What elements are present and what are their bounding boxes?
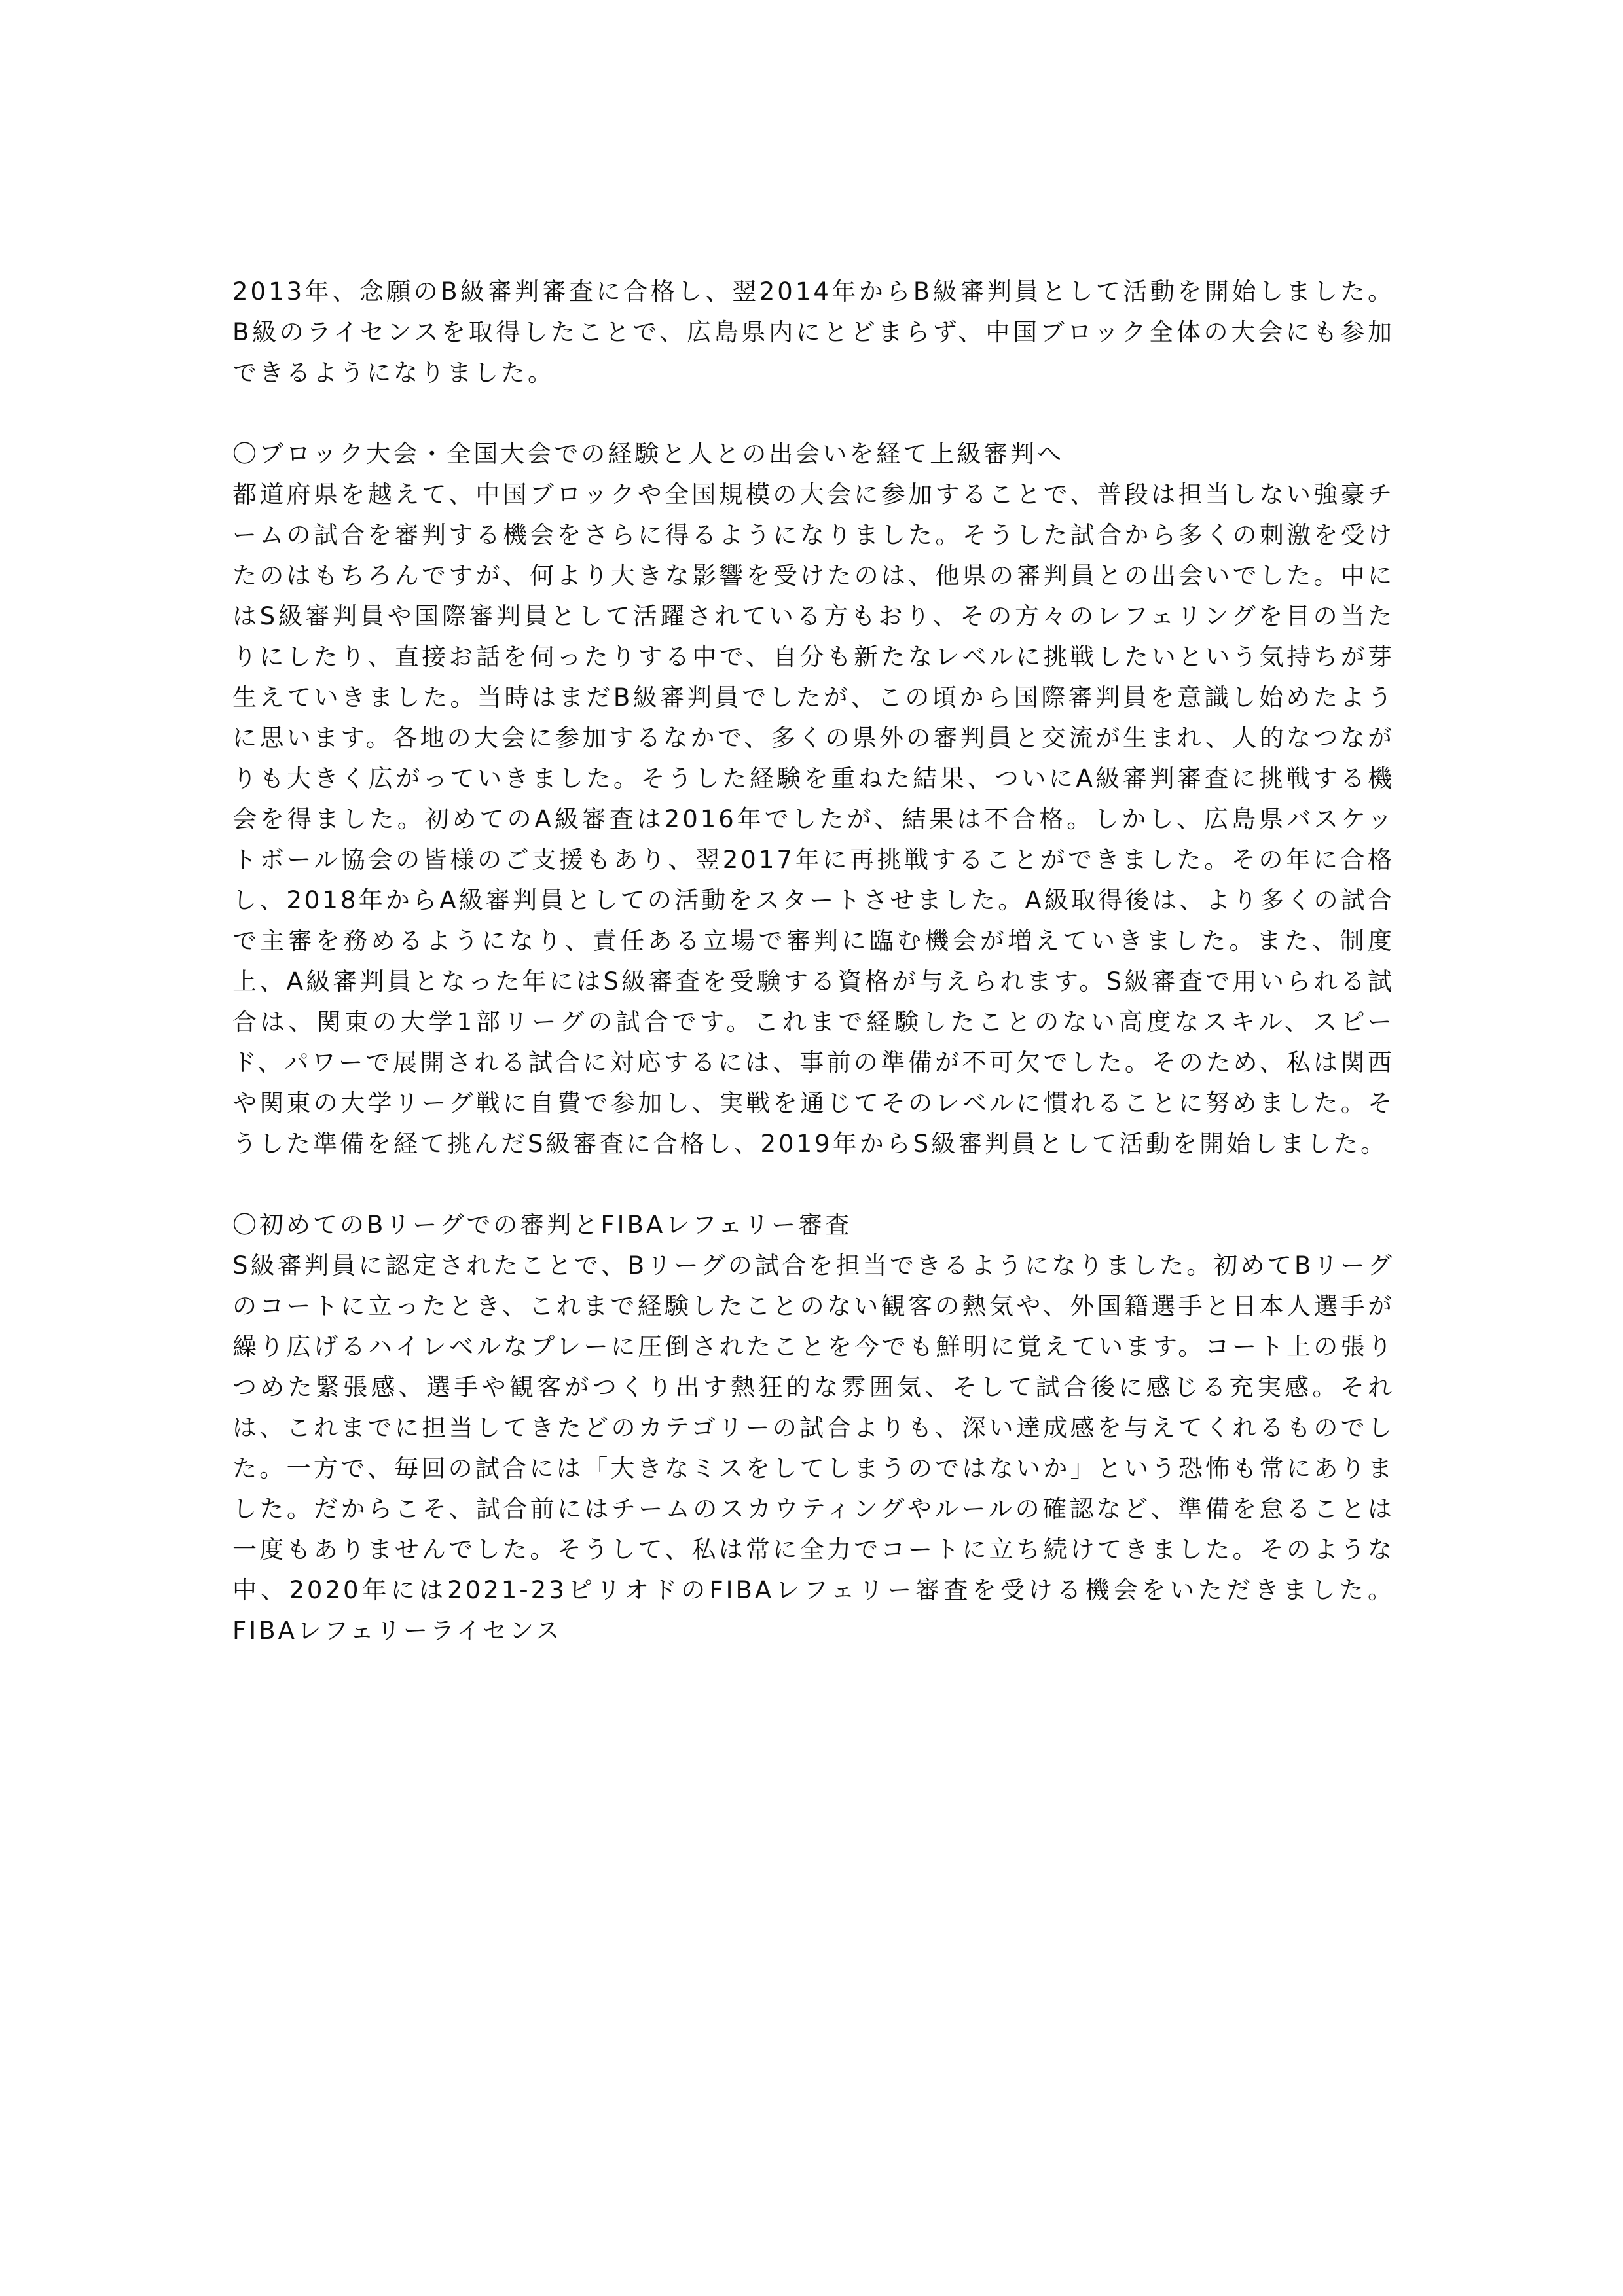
section-body-block-tournaments: 都道府県を越えて、中国ブロックや全国規模の大会に参加することで、普段は担当しない強豪チームの試合を審判する機会をさらに得るようになりました。そうした試合から多くの刺激を受けたのはもちろんですが、何より大きな影響を受けたのは、他県の審判員との出会いでした。中にはS級審判員や国際審判員として活躍されている方もおり、その方々のレフェリングを目の当たりにしたり、直接お話を伺ったりする中で、自分も新たなレベルに挑戦したいという気持ちが芽生えていきました。当時はまだB級審判員でしたが、この頃から国際審判員を意識し始めたように思います。各地の大会に参加するなかで、多くの県外の審判員と交流が生まれ、人的なつながりも大きく広がっていきました。そうした経験を重ねた結果、ついにA級審判審査に挑戦する機会を得ました。初めてのA級審査は2016年でしたが、結果は不合格。しかし、広島県バスケットボール協会の皆様のご支援もあり、翌2017年に再挑戦することができました。その年に合格し、2018年からA級審判員としての活動をスタートさせました。A級取得後は、より多くの試合で主審を務めるようになり、責任ある立場で審判に臨む機会が増えていきました。また、制度上、A級審判員となった年にはS級審査を受験する資格が与えられます。S級審査で用いられる試合は、関東の大学1部リーグの試合です。これまで経験したことのない高度なスキル、スピード、パワーで展開される試合に対応するには、事前の準備が不可欠でした。そのため、私は関西や関東の大学リーグ戦に自費で参加し、実戦を通じてそのレベルに慣れることに努めました。そうした準備を経て挑んだS級審査に合格し、2019年からS級審判員として活動を開始しました。 [232, 480, 1395, 1158]
section-heading-b-league: 〇初めてのBリーグでの審判とFIBAレフェリー審査 [232, 1211, 852, 1239]
section-body-b-league: S級審判員に認定されたことで、Bリーグの試合を担当できるようになりました。初めてBリーグのコートに立ったとき、これまで経験したことのない観客の熱気や、外国籍選手と日本人選手が繰り広げるハイレベルなプレーに圧倒されたことを今でも鮮明に覚えています。コート上の張りつめた緊張感、選手や観客がつくり出す熱狂的な雰囲気、そして試合後に感じる充実感。それは、これまでに担当してきたどのカテゴリーの試合よりも、深い達成感を与えてくれるものでした。一方で、毎回の試合には「大きなミスをしてしまうのではないか」という恐怖も常にありました。だからこそ、試合前にはチームのスカウティングやルールの確認など、準備を怠ることは一度もありませんでした。そうして、私は常に全力でコートに立ち続けてきました。そのような中、2020年には2021-23ピリオドのFIBAレフェリー審査を受ける機会をいただきました。FIBAレフェリーライセンス [232, 1251, 1395, 1645]
document-page [232, 272, 1395, 1651]
intro-paragraph: 2013年、念願のB級審判審査に合格し、翌2014年からB級審判員として活動を開始しました。B級のライセンスを取得したことで、広島県内にとどまらず、中国ブロック全体の大会にも参加できるようになりました。 [232, 278, 1395, 387]
paragraph-gap [232, 1164, 1395, 1205]
section-heading-block-tournaments: 〇ブロック大会・全国大会での経験と人との出会いを経て上級審判へ [232, 440, 1065, 468]
paragraph-gap [232, 393, 1395, 434]
